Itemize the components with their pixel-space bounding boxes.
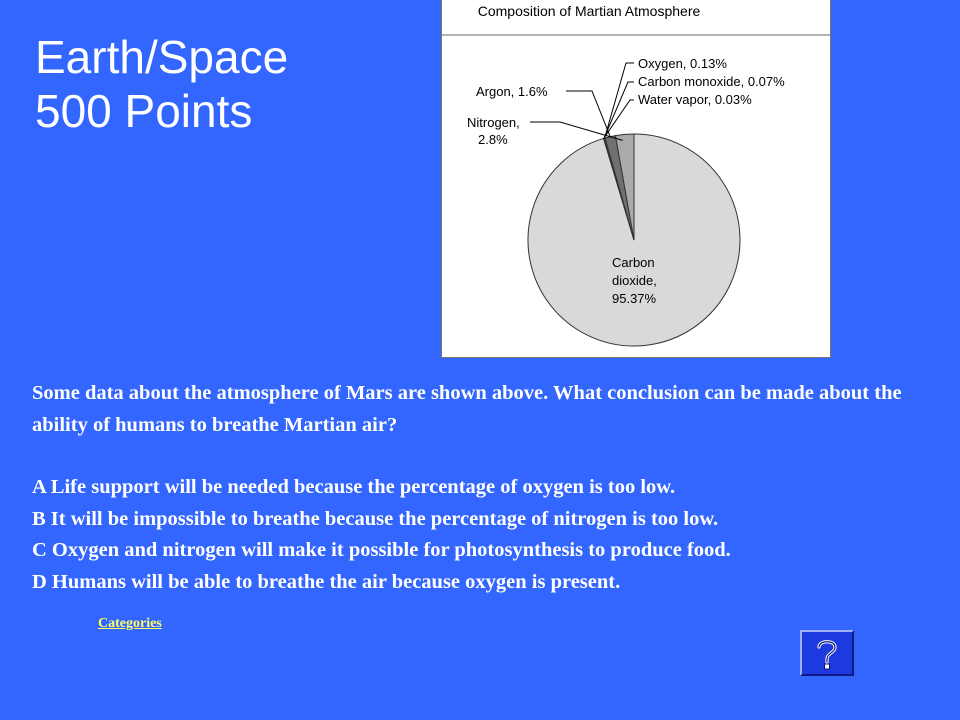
question-block xyxy=(32,378,952,598)
option-b: B It will be impossible to breathe because the percentage of nitrogen is too low. xyxy=(32,507,719,530)
categories-link[interactable]: Categories xyxy=(98,616,162,631)
label-water-vapor: Water vapor, 0.03% xyxy=(638,92,752,107)
label-co2-line1: Carbon xyxy=(612,255,655,270)
label-oxygen: Oxygen, 0.13% xyxy=(638,56,727,71)
title-category: Earth/Space xyxy=(35,31,289,83)
label-argon: Argon, 1.6% xyxy=(476,84,548,99)
title-points: 500 Points xyxy=(35,85,253,137)
label-nitrogen-line2: 2.8% xyxy=(478,132,508,147)
question-text: Some data about the atmosphere of Mars are shown above. What conclusion can be made about the ability of humans to breathe Martian air? xyxy=(32,382,902,436)
pie-chart-figure xyxy=(441,0,831,358)
chart-title: Composition of Martian Atmosphere xyxy=(477,3,701,19)
option-d: D Humans will be able to breathe the air because oxygen is present. xyxy=(32,570,621,593)
label-co2-line2: dioxide, xyxy=(612,273,657,288)
pie-chart xyxy=(442,0,832,358)
slide-title xyxy=(35,30,288,138)
label-nitrogen-line1: Nitrogen, xyxy=(467,115,520,130)
option-c: C Oxygen and nitrogen will make it possible for photosynthesis to produce food. xyxy=(32,539,731,561)
option-a: A Life support will be needed because the percentage of oxygen is too low. xyxy=(32,476,676,498)
label-co2-line3: 95.37% xyxy=(612,291,657,306)
leader-carbon-monoxide xyxy=(604,82,634,138)
question-mark-icon xyxy=(814,637,840,671)
label-carbon-monoxide: Carbon monoxide, 0.07% xyxy=(638,74,785,89)
help-button[interactable] xyxy=(800,630,854,676)
